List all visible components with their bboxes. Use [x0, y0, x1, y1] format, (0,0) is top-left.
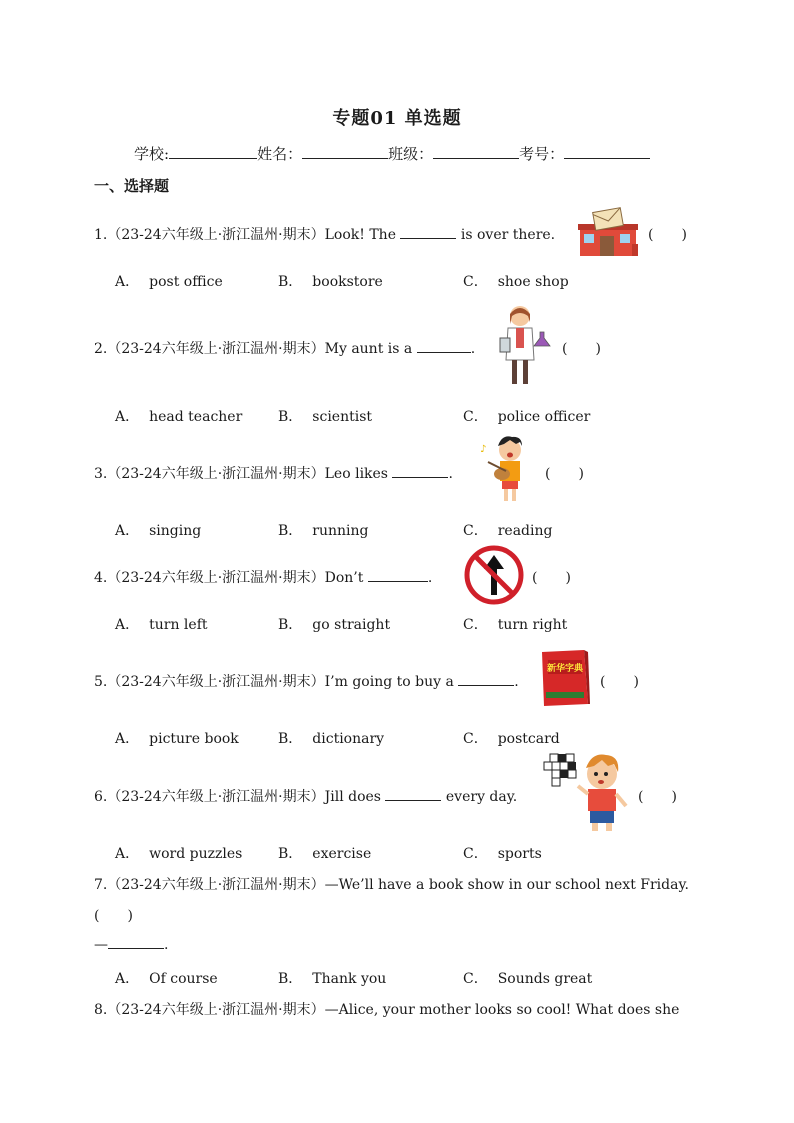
student-info-line [134, 143, 650, 164]
answer-blank [458, 673, 514, 686]
option-c[interactable]: C． police officer [463, 409, 591, 425]
school-label: 学校: [134, 145, 170, 163]
question-text: —We’ll have a book show in our school next Friday. [324, 877, 689, 893]
question-1 [94, 224, 555, 244]
question-text: —Alice, your mother looks so cool! What does she [324, 1002, 680, 1018]
question-7 [94, 874, 689, 894]
question-text: Don’t [324, 570, 364, 586]
question-text-end: is over there. [460, 227, 556, 243]
question-number: 1. [94, 227, 108, 243]
class-label: 班级： [388, 145, 434, 163]
option-b[interactable]: B． go straight [278, 617, 391, 633]
answer-paren: ( ) [545, 466, 584, 482]
question-text-end: . [448, 466, 453, 482]
option-c[interactable]: C． sports [463, 846, 542, 862]
question-source: （23-24六年级上·浙江温州·期末） [107, 227, 325, 243]
option-a[interactable]: A． head teacher [115, 409, 243, 425]
question-text: Look! The [324, 227, 396, 243]
question-4 [94, 567, 432, 587]
question-source: （23-24六年级上·浙江温州·期末） [107, 570, 325, 586]
answer-blank [392, 465, 448, 478]
question-source: （23-24六年级上·浙江温州·期末） [107, 466, 325, 482]
answer-blank [417, 340, 471, 353]
page-title: 专题01 单选题 [332, 108, 462, 129]
question-number: 5. [94, 674, 108, 690]
question-source: （23-24六年级上·浙江温州·期末） [107, 789, 325, 805]
question-source: （23-24六年级上·浙江温州·期末） [107, 877, 325, 893]
question-8 [94, 999, 679, 1019]
question-source: （23-24六年级上·浙江温州·期末） [107, 674, 325, 690]
option-a[interactable]: A． Of course [115, 971, 218, 987]
answer-paren: ( ) [648, 227, 687, 243]
question-text: Jill does [324, 789, 381, 805]
question-2 [94, 338, 475, 358]
option-b[interactable]: B． dictionary [278, 731, 385, 747]
option-a[interactable]: A． picture book [115, 731, 239, 747]
option-b[interactable]: B． running [278, 523, 369, 539]
question-number: 6. [94, 789, 108, 805]
question-source: （23-24六年级上·浙江温州·期末） [107, 1002, 325, 1018]
answer-paren: ( ) [94, 908, 133, 924]
answer-line: — . [94, 937, 169, 953]
answer-paren: ( ) [638, 789, 677, 805]
question-text-end: every day. [445, 789, 518, 805]
name-blank [302, 144, 388, 159]
option-c[interactable]: C． postcard [463, 731, 560, 747]
scientist-icon [496, 302, 554, 388]
question-number: 8. [94, 1002, 108, 1018]
name-label: 姓名： [257, 145, 303, 163]
number-blank [564, 144, 650, 159]
no-straight-sign-icon [464, 545, 524, 605]
class-blank [433, 144, 519, 159]
option-b[interactable]: B． Thank you [278, 971, 387, 987]
option-b[interactable]: B． scientist [278, 409, 373, 425]
answer-paren: ( ) [562, 341, 601, 357]
question-text-end: . [470, 341, 476, 357]
option-a[interactable]: A． post office [115, 274, 223, 290]
dictionary-icon [538, 648, 590, 708]
post-office-icon [578, 208, 642, 258]
answer-paren: ( ) [600, 674, 639, 690]
answer-blank [368, 569, 428, 582]
answer-paren: ( ) [532, 570, 571, 586]
question-text: My aunt is a [324, 341, 413, 357]
question-number: 4. [94, 570, 108, 586]
question-text: I’m going to buy a [324, 674, 454, 690]
option-b[interactable]: B． bookstore [278, 274, 383, 290]
svg-text:♪: ♪ [480, 444, 487, 455]
question-text-end: . [427, 570, 433, 586]
dictionary-title: 新华字典 [547, 664, 584, 674]
question-5 [94, 671, 519, 691]
question-number: 7. [94, 877, 108, 893]
section-heading: 一、选择题 [94, 177, 170, 195]
word-puzzle-boy-icon [544, 750, 630, 834]
question-number: 2. [94, 341, 108, 357]
option-b[interactable]: B． exercise [278, 846, 372, 862]
question-text: Leo likes [324, 466, 388, 482]
number-label: 考号： [519, 145, 565, 163]
question-6 [94, 786, 517, 806]
option-a[interactable]: A． singing [115, 523, 202, 539]
answer-blank [108, 936, 164, 949]
question-text-end: . [514, 674, 519, 690]
option-a[interactable]: A． word puzzles [115, 846, 243, 862]
option-c[interactable]: C． turn right [463, 617, 568, 633]
question-3 [94, 463, 453, 483]
option-c[interactable]: C． shoe shop [463, 274, 569, 290]
answer-blank [400, 226, 456, 239]
answer-blank [385, 788, 441, 801]
question-number: 3. [94, 466, 108, 482]
option-c[interactable]: C． reading [463, 523, 553, 539]
singing-boy-icon [480, 434, 536, 506]
option-a[interactable]: A． turn left [115, 617, 208, 633]
option-c[interactable]: C． Sounds great [463, 971, 593, 987]
question-source: （23-24六年级上·浙江温州·期末） [107, 341, 325, 357]
school-blank [169, 144, 257, 159]
